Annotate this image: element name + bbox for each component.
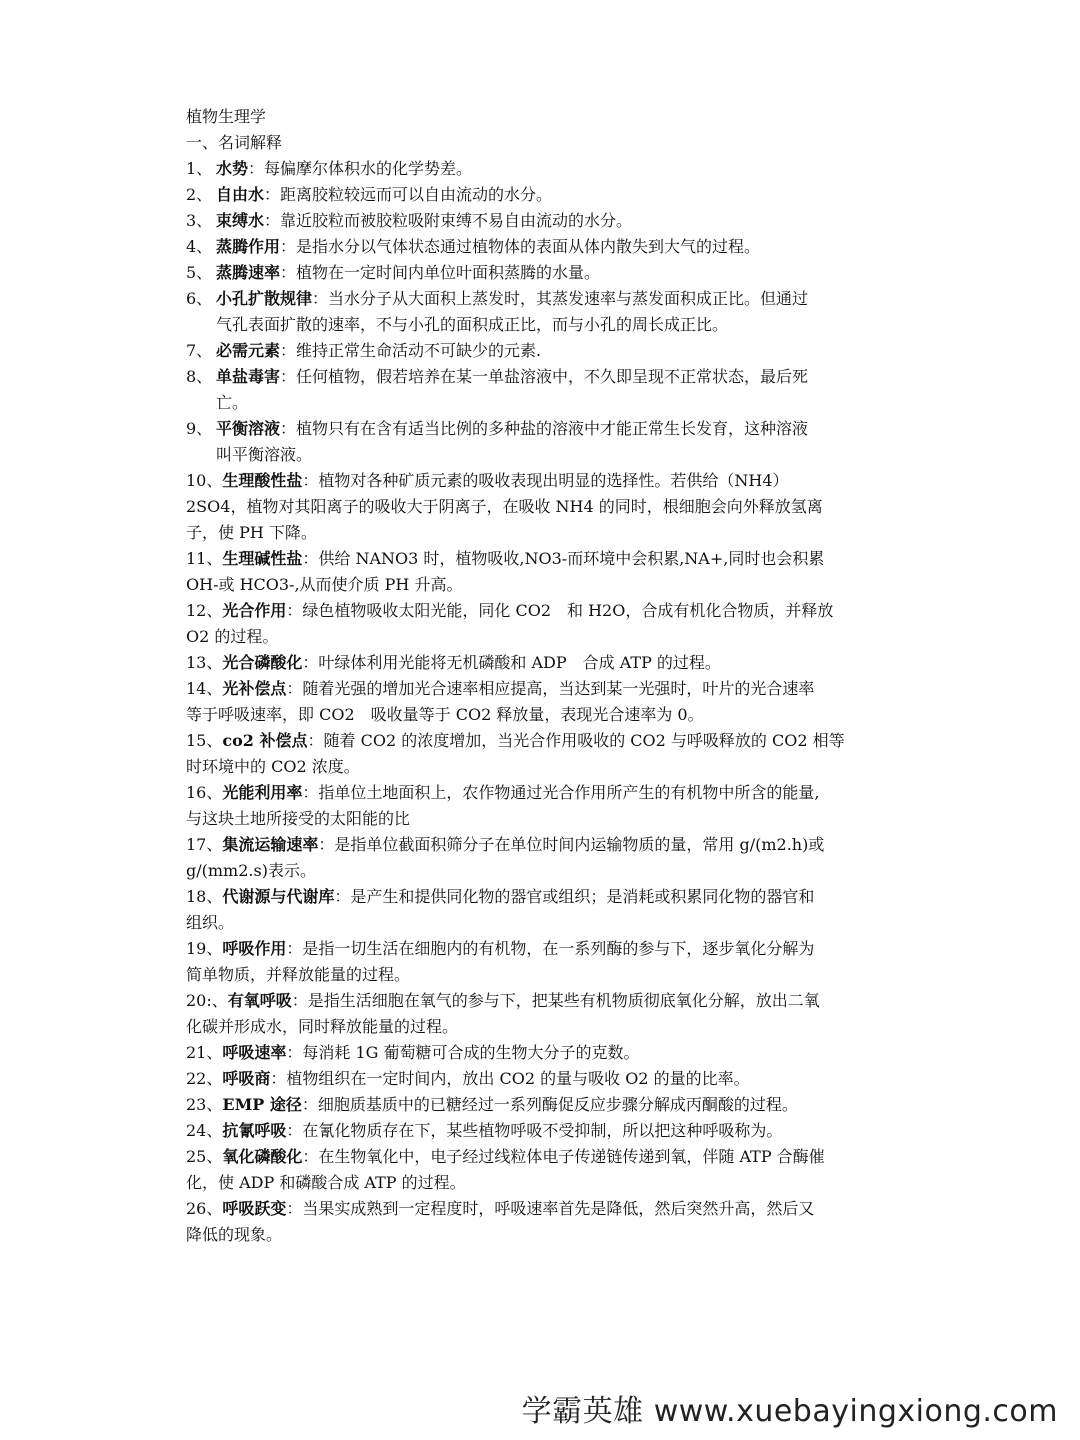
item-line bbox=[216, 234, 896, 260]
site-watermark: 学霸英雄 www.xuebayingxiong.com bbox=[521, 1394, 1058, 1429]
item-text: ：植物对各种矿质元素的吸收表现出明显的选择性。若供给（NH4） bbox=[302, 471, 789, 490]
item-number: 7、 bbox=[186, 341, 213, 360]
item-term: 集流运输速率 bbox=[222, 835, 319, 854]
item-text: 化碳并形成水，同时释放能量的过程。 bbox=[186, 1017, 459, 1036]
item-line bbox=[186, 650, 896, 676]
definition-item bbox=[186, 988, 896, 1040]
item-line bbox=[186, 1196, 896, 1222]
definition-item bbox=[186, 832, 896, 884]
item-term: 自由水 bbox=[216, 185, 265, 204]
item-line bbox=[186, 1170, 896, 1196]
item-text: g/(mm2.s)表示。 bbox=[186, 861, 316, 880]
definition-item bbox=[186, 1092, 896, 1118]
item-term: 呼吸跃变 bbox=[222, 1199, 287, 1218]
item-content bbox=[216, 338, 896, 364]
item-term: 光补偿点 bbox=[222, 679, 287, 698]
item-number: 15、 bbox=[186, 731, 223, 750]
item-number: 8、 bbox=[186, 367, 213, 386]
item-term: 光能利用率 bbox=[222, 783, 303, 802]
item-text: ：是产生和提供同化物的器官或组织；是消耗或积累同化物的器官和 bbox=[334, 887, 815, 906]
item-text: ：叶绿体利用光能将无机磷酸和 ADP 合成 ATP 的过程。 bbox=[302, 653, 721, 672]
definition-item bbox=[186, 780, 896, 832]
item-number: 13、 bbox=[186, 653, 223, 672]
item-line bbox=[186, 468, 896, 494]
item-line bbox=[186, 624, 896, 650]
definition-item bbox=[186, 546, 896, 598]
definition-item bbox=[186, 416, 896, 468]
item-line bbox=[216, 442, 896, 468]
item-text: ：是指单位截面积筛分子在单位时间内运输物质的量，常用 g/(m2.h)或 bbox=[318, 835, 825, 854]
item-term: 呼吸作用 bbox=[222, 939, 287, 958]
item-content bbox=[216, 286, 896, 338]
item-number: 18、 bbox=[186, 887, 223, 906]
definition-item bbox=[186, 1040, 896, 1066]
item-number: 11、 bbox=[186, 549, 223, 568]
item-text: ：距离胶粒较远而可以自由流动的水分。 bbox=[264, 185, 553, 204]
item-line bbox=[216, 416, 896, 442]
definition-item bbox=[186, 286, 896, 338]
item-term: 生理碱性盐 bbox=[222, 549, 303, 568]
item-text: ：当果实成熟到一定程度时，呼吸速率首先是降低，然后突然升高，然后又 bbox=[286, 1199, 815, 1218]
definition-item bbox=[186, 156, 896, 182]
item-number: 16、 bbox=[186, 783, 223, 802]
item-number: 17、 bbox=[186, 835, 223, 854]
definition-item bbox=[186, 884, 896, 936]
item-term: 蒸腾作用 bbox=[216, 237, 281, 256]
item-line bbox=[186, 728, 896, 754]
item-number: 20:、 bbox=[186, 991, 228, 1010]
item-text: 等于呼吸速率，即 CO2 吸收量等于 CO2 释放量，表现光合速率为 0。 bbox=[186, 705, 704, 724]
definition-item bbox=[186, 468, 896, 546]
item-line bbox=[186, 676, 896, 702]
item-line bbox=[186, 832, 896, 858]
item-text: ：在生物氧化中，电子经过线粒体电子传递链传递到氧，伴随 ATP 合酶催 bbox=[302, 1147, 825, 1166]
item-text: ：绿色植物吸收太阳光能，同化 CO2 和 H2O，合成有机化合物质，并释放 bbox=[286, 601, 834, 620]
item-text: ：任何植物，假若培养在某一单盐溶液中，不久即呈现不正常状态，最后死 bbox=[280, 367, 809, 386]
item-text: 2SO4，植物对其阳离子的吸收大于阴离子，在吸收 NH4 的同时，根细胞会向外释放氢离 bbox=[186, 497, 823, 516]
item-line bbox=[186, 1066, 896, 1092]
item-number: 19、 bbox=[186, 939, 223, 958]
item-text: ：靠近胶粒而被胶粒吸附束缚不易自由流动的水分。 bbox=[264, 211, 633, 230]
item-line bbox=[186, 702, 896, 728]
item-line bbox=[186, 754, 896, 780]
item-text: 叫平衡溶液。 bbox=[216, 445, 313, 464]
item-text: ：是指一切生活在细胞内的有机物，在一系列酶的参与下，逐步氧化分解为 bbox=[286, 939, 815, 958]
definition-item bbox=[186, 936, 896, 988]
definition-list-10-26 bbox=[186, 468, 896, 1248]
item-line bbox=[186, 598, 896, 624]
item-text: 简单物质，并释放能量的过程。 bbox=[186, 965, 411, 984]
item-line bbox=[186, 936, 896, 962]
item-line bbox=[186, 546, 896, 572]
item-term: 光合作用 bbox=[222, 601, 287, 620]
item-term: 光合磷酸化 bbox=[222, 653, 303, 672]
definition-item bbox=[186, 598, 896, 650]
item-term: 抗氰呼吸 bbox=[222, 1121, 287, 1140]
item-line bbox=[216, 208, 896, 234]
item-line bbox=[186, 494, 896, 520]
item-content bbox=[216, 156, 896, 182]
item-term: 小孔扩散规律 bbox=[216, 289, 313, 308]
item-text: ：是指水分以气体状态通过植物体的表面从体内散失到大气的过程。 bbox=[280, 237, 761, 256]
item-text: 时环境中的 CO2 浓度。 bbox=[186, 757, 360, 776]
item-term: 有氧呼吸 bbox=[227, 991, 292, 1010]
item-text: O2 的过程。 bbox=[186, 627, 279, 646]
item-content bbox=[216, 208, 896, 234]
item-line bbox=[216, 338, 896, 364]
item-text: ：随着光强的增加光合速率相应提高，当达到某一光强时，叶片的光合速率 bbox=[286, 679, 815, 698]
item-text: 气孔表面扩散的速率，不与小孔的面积成正比，而与小孔的周长成正比。 bbox=[216, 315, 729, 334]
item-number: 23、 bbox=[186, 1095, 223, 1114]
item-content bbox=[216, 416, 896, 468]
item-text: 亡。 bbox=[216, 393, 249, 412]
definition-item bbox=[186, 260, 896, 286]
item-text: ：供给 NANO3 时，植物吸收,NO3-而环境中会积累,NA+,同时也会积累 bbox=[302, 549, 825, 568]
definition-item bbox=[186, 676, 896, 728]
item-text: ：植物组织在一定时间内，放出 CO2 的量与吸收 O2 的量的比率。 bbox=[270, 1069, 750, 1088]
item-text: 子，使 PH 下降。 bbox=[186, 523, 317, 542]
item-line bbox=[216, 260, 896, 286]
item-number: 3、 bbox=[186, 211, 213, 230]
item-text: ：当水分子从大面积上蒸发时，其蒸发速率与蒸发面积成正比。但通过 bbox=[312, 289, 809, 308]
item-text: ：是指生活细胞在氧气的参与下，把某些有机物质彻底氧化分解，放出二氧 bbox=[291, 991, 820, 1010]
item-term: EMP 途径 bbox=[222, 1095, 302, 1114]
item-number: 24、 bbox=[186, 1121, 223, 1140]
item-term: 呼吸速率 bbox=[222, 1043, 287, 1062]
item-line bbox=[186, 1014, 896, 1040]
item-text: ：每消耗 1G 葡萄糖可合成的生物大分子的克数。 bbox=[286, 1043, 640, 1062]
item-line bbox=[186, 1118, 896, 1144]
item-line bbox=[186, 1040, 896, 1066]
item-term: 必需元素 bbox=[216, 341, 281, 360]
item-line bbox=[186, 806, 896, 832]
item-number: 26、 bbox=[186, 1199, 223, 1218]
item-line bbox=[216, 312, 896, 338]
item-number: 4、 bbox=[186, 237, 213, 256]
item-text: ：植物只有在含有适当比例的多种盐的溶液中才能正常生长发育，这种溶液 bbox=[280, 419, 809, 438]
item-line bbox=[186, 988, 896, 1014]
item-number: 25、 bbox=[186, 1147, 223, 1166]
item-text: 组织。 bbox=[186, 913, 235, 932]
item-term: 平衡溶液 bbox=[216, 419, 281, 438]
definition-item bbox=[186, 1066, 896, 1092]
item-term: 单盐毒害 bbox=[216, 367, 281, 386]
item-line bbox=[216, 364, 896, 390]
item-line bbox=[186, 858, 896, 884]
item-content bbox=[216, 234, 896, 260]
document-body bbox=[186, 104, 896, 1248]
definition-item bbox=[186, 182, 896, 208]
item-number: 21、 bbox=[186, 1043, 223, 1062]
item-content bbox=[216, 182, 896, 208]
item-text: ：维持正常生命活动不可缺少的元素. bbox=[280, 341, 542, 360]
definition-item bbox=[186, 338, 896, 364]
item-line bbox=[186, 910, 896, 936]
item-line bbox=[216, 156, 896, 182]
item-line bbox=[186, 572, 896, 598]
item-line bbox=[216, 182, 896, 208]
item-text: ：每偏摩尔体积水的化学势差。 bbox=[248, 159, 473, 178]
definition-item bbox=[186, 234, 896, 260]
definition-item bbox=[186, 1144, 896, 1196]
definition-item bbox=[186, 364, 896, 416]
item-number: 5、 bbox=[186, 263, 213, 282]
item-number: 14、 bbox=[186, 679, 223, 698]
item-text: ：细胞质基质中的已糖经过一系列酶促反应步骤分解成丙酮酸的过程。 bbox=[301, 1095, 798, 1114]
item-number: 12、 bbox=[186, 601, 223, 620]
definition-item bbox=[186, 1196, 896, 1248]
item-term: 束缚水 bbox=[216, 211, 265, 230]
item-text: OH-或 HCO3-,从而使介质 PH 升高。 bbox=[186, 575, 463, 594]
item-text: 化，使 ADP 和磷酸合成 ATP 的过程。 bbox=[186, 1173, 466, 1192]
item-number: 9、 bbox=[186, 419, 213, 438]
item-line bbox=[186, 780, 896, 806]
item-line bbox=[186, 1222, 896, 1248]
item-term: 水势 bbox=[216, 159, 249, 178]
item-line bbox=[186, 520, 896, 546]
item-term: 生理酸性盐 bbox=[222, 471, 303, 490]
item-line bbox=[186, 1144, 896, 1170]
item-text: ：在氰化物质存在下，某些植物呼吸不受抑制，所以把这种呼吸称为。 bbox=[286, 1121, 783, 1140]
item-term: co2 补偿点 bbox=[222, 731, 308, 750]
item-content bbox=[216, 260, 896, 286]
item-number: 1、 bbox=[186, 159, 213, 178]
item-text: 与这块土地所接受的太阳能的比 bbox=[186, 809, 411, 828]
item-text: ：随着 CO2 的浓度增加，当光合作用吸收的 CO2 与呼吸释放的 CO2 相等 bbox=[307, 731, 845, 750]
item-number: 22、 bbox=[186, 1069, 223, 1088]
item-line bbox=[216, 286, 896, 312]
item-text: ：植物在一定时间内单位叶面积蒸腾的水量。 bbox=[280, 263, 601, 282]
item-number: 2、 bbox=[186, 185, 213, 204]
item-line bbox=[186, 1092, 896, 1118]
item-term: 蒸腾速率 bbox=[216, 263, 281, 282]
definition-item bbox=[186, 728, 896, 780]
definition-item bbox=[186, 650, 896, 676]
item-term: 呼吸商 bbox=[222, 1069, 271, 1088]
item-number: 6、 bbox=[186, 289, 213, 308]
definition-list-1-9 bbox=[186, 156, 896, 468]
item-term: 代谢源与代谢库 bbox=[222, 887, 335, 906]
item-line bbox=[186, 884, 896, 910]
document-title: 植物生理学 bbox=[186, 107, 267, 126]
definition-item bbox=[186, 208, 896, 234]
item-content bbox=[216, 364, 896, 416]
definition-item bbox=[186, 1118, 896, 1144]
section-heading: 一、名词解释 bbox=[186, 133, 283, 152]
item-line bbox=[186, 962, 896, 988]
item-line bbox=[216, 390, 896, 416]
item-text: ：指单位土地面积上，农作物通过光合作用所产生的有机物中所含的能量, bbox=[302, 783, 820, 802]
item-term: 氧化磷酸化 bbox=[222, 1147, 303, 1166]
item-number: 10、 bbox=[186, 471, 223, 490]
item-text: 降低的现象。 bbox=[186, 1225, 283, 1244]
